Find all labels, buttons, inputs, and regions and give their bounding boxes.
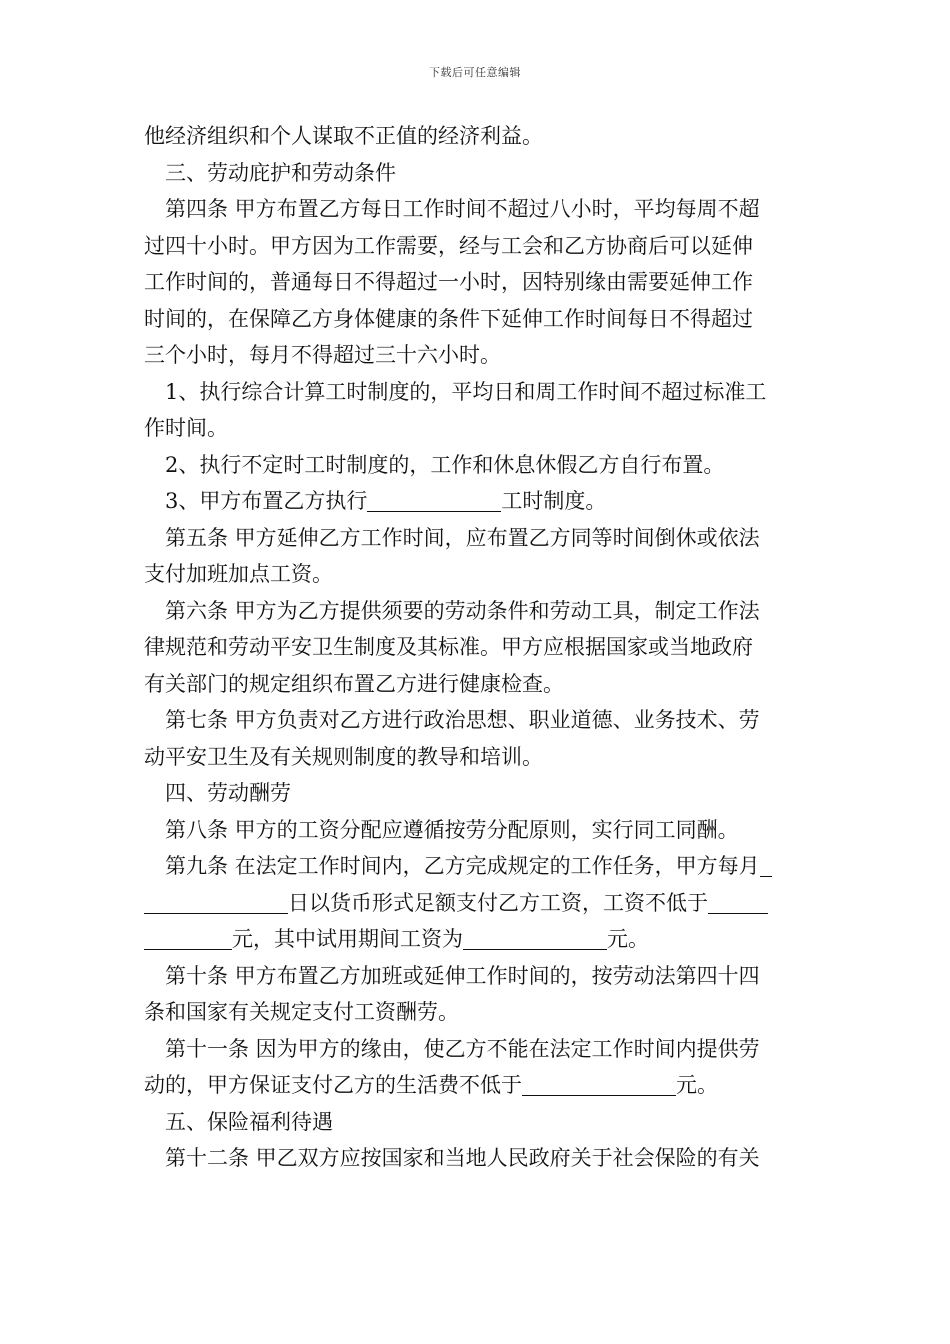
fill-in-blank[interactable] bbox=[367, 491, 501, 512]
paragraph-line: 第七条 甲方负责对乙方进行政治思想、职业道德、业务技术、劳 bbox=[165, 708, 760, 732]
line-text: 日以货币形式足额支付乙方工资，工资不低于 bbox=[288, 890, 708, 915]
paragraph-line: 时间的，在保障乙方身体健康的条件下延伸工作时间每日不得超过 bbox=[144, 306, 753, 331]
fill-in-blank[interactable] bbox=[522, 1075, 676, 1096]
paragraph-line: 作时间。 bbox=[144, 416, 228, 440]
paragraph-line: 律规范和劳动平安卫生制度及其标准。甲方应根据国家或当地政府 bbox=[144, 635, 753, 659]
paragraph-line: 第四条 甲方布置乙方每日工作时间不超过八小时，平均每周不超 bbox=[165, 197, 760, 221]
paragraph-line bbox=[144, 483, 808, 520]
paragraph-line: 有关部门的规定组织布置乙方进行健康检查。 bbox=[144, 671, 564, 696]
paragraph-line: 第十条 甲方布置乙方加班或延伸工作时间的，按劳动法第四十四 bbox=[165, 963, 760, 988]
paragraph-line bbox=[144, 885, 808, 922]
line-text: 元，其中试用期间工资为 bbox=[232, 927, 463, 951]
line-text: 第九条 在法定工作时间内，乙方完成规定的工作任务，甲方每月 bbox=[165, 854, 760, 878]
paragraph-line: 第八条 甲方的工资分配应遵循按劳分配原则，实行同工同酬。 bbox=[165, 817, 739, 842]
fill-in-blank[interactable] bbox=[463, 929, 607, 950]
section-heading: 三、劳动庇护和劳动条件 bbox=[165, 160, 396, 185]
fill-in-blank[interactable] bbox=[144, 929, 232, 950]
paragraph-line: 2、执行不定时工时制度的，工作和休息休假乙方自行布置。 bbox=[165, 452, 725, 477]
document-body bbox=[144, 118, 808, 1177]
paragraph-line: 第六条 甲方为乙方提供须要的劳动条件和劳动工具，制定工作法 bbox=[165, 598, 760, 623]
paragraph-line: 第五条 甲方延伸乙方工作时间，应布置乙方同等时间倒休或依法 bbox=[165, 525, 760, 550]
paragraph-line bbox=[144, 921, 808, 958]
paragraph-line: 三个小时，每月不得超过三十六小时。 bbox=[144, 343, 501, 367]
paragraph-line: 第十二条 甲乙双方应按国家和当地人民政府关于社会保险的有关 bbox=[165, 1146, 760, 1170]
paragraph-line: 支付加班加点工资。 bbox=[144, 562, 333, 586]
fill-in-blank[interactable] bbox=[760, 856, 772, 877]
paragraph-line: 第十一条 因为甲方的缘由，使乙方不能在法定工作时间内提供劳 bbox=[165, 1036, 760, 1061]
paragraph-line bbox=[144, 848, 808, 885]
section-heading: 四、劳动酬劳 bbox=[165, 781, 291, 805]
paragraph-line: 工作时间的，普通每日不得超过一小时，因特别缘由需要延伸工作 bbox=[144, 270, 753, 294]
line-text: 动的，甲方保证支付乙方的生活费不低于 bbox=[144, 1073, 522, 1097]
section-heading: 五、保险福利待遇 bbox=[165, 1109, 333, 1134]
fill-in-blank[interactable] bbox=[144, 893, 288, 914]
line-text: 元。 bbox=[676, 1073, 718, 1097]
paragraph-line: 1、执行综合计算工时制度的，平均日和周工作时间不超过标准工 bbox=[165, 379, 767, 404]
paragraph-line: 条和国家有关规定支付工资酬劳。 bbox=[144, 1000, 459, 1024]
paragraph-line: 他经济组织和个人谋取不正值的经济利益。 bbox=[144, 124, 543, 148]
page-header: 下载后可任意编辑 bbox=[429, 66, 521, 79]
line-text: 3、甲方布置乙方执行 bbox=[165, 489, 368, 513]
line-text: 元。 bbox=[607, 927, 649, 951]
fill-in-blank[interactable] bbox=[708, 893, 768, 914]
paragraph-line: 动平安卫生及有关规则制度的教导和培训。 bbox=[144, 744, 543, 769]
line-text: 工时制度。 bbox=[501, 489, 607, 513]
paragraph-line bbox=[144, 1067, 808, 1104]
paragraph-line: 过四十小时。甲方因为工作需要，经与工会和乙方协商后可以延伸 bbox=[144, 233, 753, 258]
